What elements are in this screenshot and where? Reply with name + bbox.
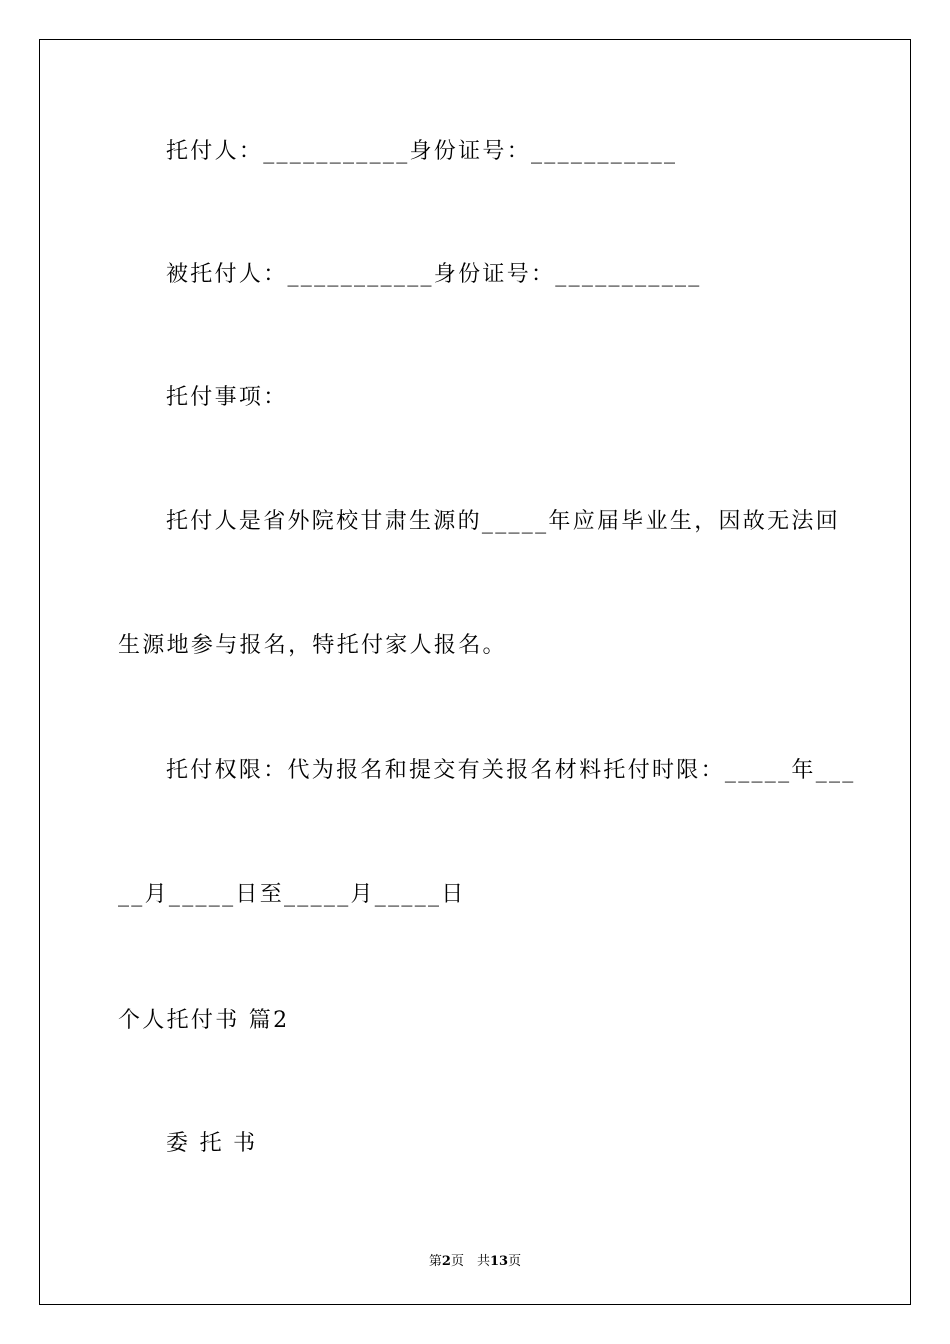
footer-page-number: 2: [441, 1254, 451, 1269]
matters-heading: 托付事项：: [166, 385, 288, 410]
footer-prefix: 第: [428, 1254, 442, 1269]
matters-paragraph-line-2: 生源地参与报名，特托付家人报名。: [118, 633, 507, 658]
footer-total-pages: 13: [489, 1254, 509, 1269]
entrusted-party-line: 被托付人：___________身份证号：___________: [166, 262, 702, 287]
section-title: 个人托付书 篇2: [118, 1008, 290, 1033]
authority-line-2: __月_____日至_____月_____日: [118, 882, 466, 907]
matters-paragraph-line-1: 托付人是省外院校甘肃生源的_____年应届毕业生，因故无法回: [166, 509, 841, 534]
footer-suffix: 页: [508, 1254, 522, 1269]
letter-title: 委 托 书: [166, 1131, 258, 1156]
authority-line-1: 托付权限：代为报名和提交有关报名材料托付时限：_____年___: [166, 758, 856, 783]
entrusting-party-line: 托付人：___________身份证号：___________: [166, 139, 678, 164]
footer-mid: 页 共: [450, 1254, 490, 1269]
page-footer: [0, 1250, 950, 1269]
page-border: [39, 39, 911, 1305]
